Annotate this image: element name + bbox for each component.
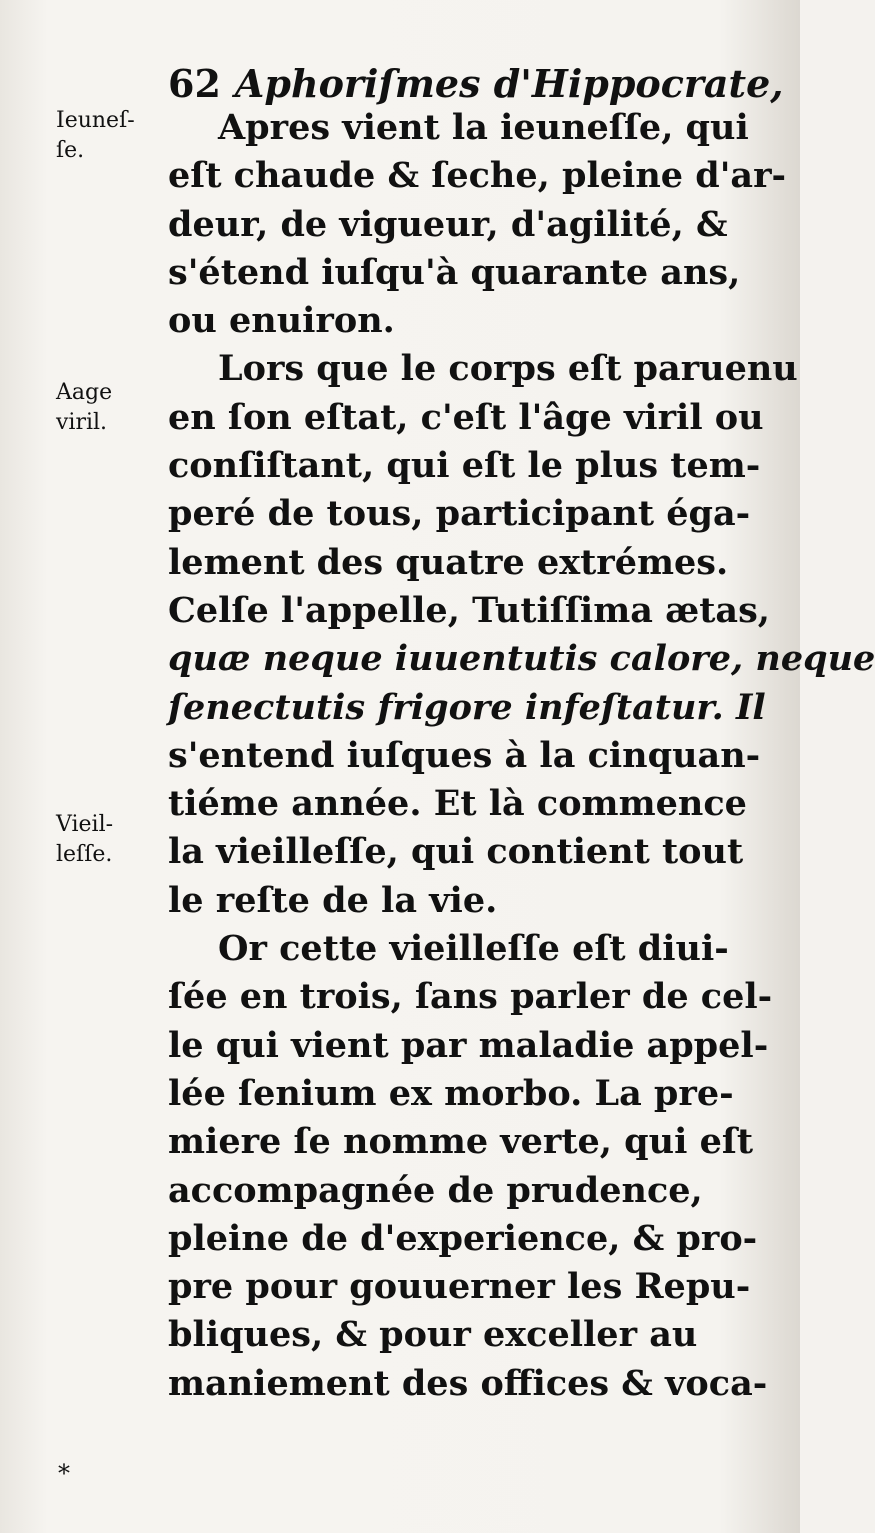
text-line-italic: ſenectutis frigore infeſtatur. Il	[168, 686, 766, 728]
text-line: ou enuiron.	[168, 300, 395, 342]
margin-note-aage-viril: Aage viril.	[56, 380, 113, 435]
text-line: lement des quatre extrémes.	[168, 541, 729, 583]
text-line: le reſte de la vie.	[168, 879, 498, 921]
text-line: Apres vient la ieuneſſe, qui	[218, 107, 749, 148]
text-line: tiéme année. Et là commence	[168, 783, 747, 825]
text-line: Lors que le corps eſt paruenu	[218, 348, 798, 390]
text-line: Celſe l'appelle, Tutiſſima ætas,	[168, 589, 770, 631]
text-line: miere ſe nomme verte, qui eſt	[168, 1121, 754, 1163]
body-text	[168, 104, 875, 1408]
text-line: eſt chaude & ſeche, pleine d'ar-	[168, 155, 787, 197]
text-line: le qui vient par maladie appel-	[168, 1024, 769, 1066]
text-line: bliques, & pour exceller au	[168, 1314, 698, 1356]
margin-note-ieunesse: Ieuneſ- ſe.	[56, 108, 135, 163]
text-line: deur, de vigueur, d'agilité, &	[168, 203, 728, 245]
text-line: accompagnée de prudence,	[168, 1169, 703, 1211]
text-line: pre pour gouuerner les Repu-	[168, 1266, 751, 1308]
text-line: peré de tous, participant éga-	[168, 493, 751, 535]
running-title: Aphoriſmes d'Hippocrate,	[234, 61, 784, 106]
margin-note-vieillesse: Vieil- leſſe.	[56, 812, 114, 867]
printer-mark: ⁎	[58, 1452, 70, 1480]
text-line: en ſon eſtat, c'eſt l'âge viril ou	[168, 396, 764, 438]
text-line: Or cette vieilleſſe eſt diui-	[218, 928, 729, 970]
text-line: s'entend iuſques à la cinquan-	[168, 734, 761, 776]
text-line: ſée en trois, ſans parler de cel-	[168, 976, 773, 1018]
text-line: conſiſtant, qui eſt le plus tem-	[168, 445, 761, 487]
text-line: s'étend iuſqu'à quarante ans,	[168, 251, 741, 293]
text-line-italic: quæ neque iuuentutis calore, neque	[168, 638, 875, 680]
text-line: maniement des offices & voca-	[168, 1362, 768, 1404]
text-line: lée ſenium ex morbo. La pre-	[168, 1072, 734, 1114]
text-line: pleine de d'experience, & pro-	[168, 1217, 758, 1259]
text-line: la vieilleſſe, qui contient tout	[168, 831, 744, 873]
page-number: 62	[168, 61, 221, 106]
